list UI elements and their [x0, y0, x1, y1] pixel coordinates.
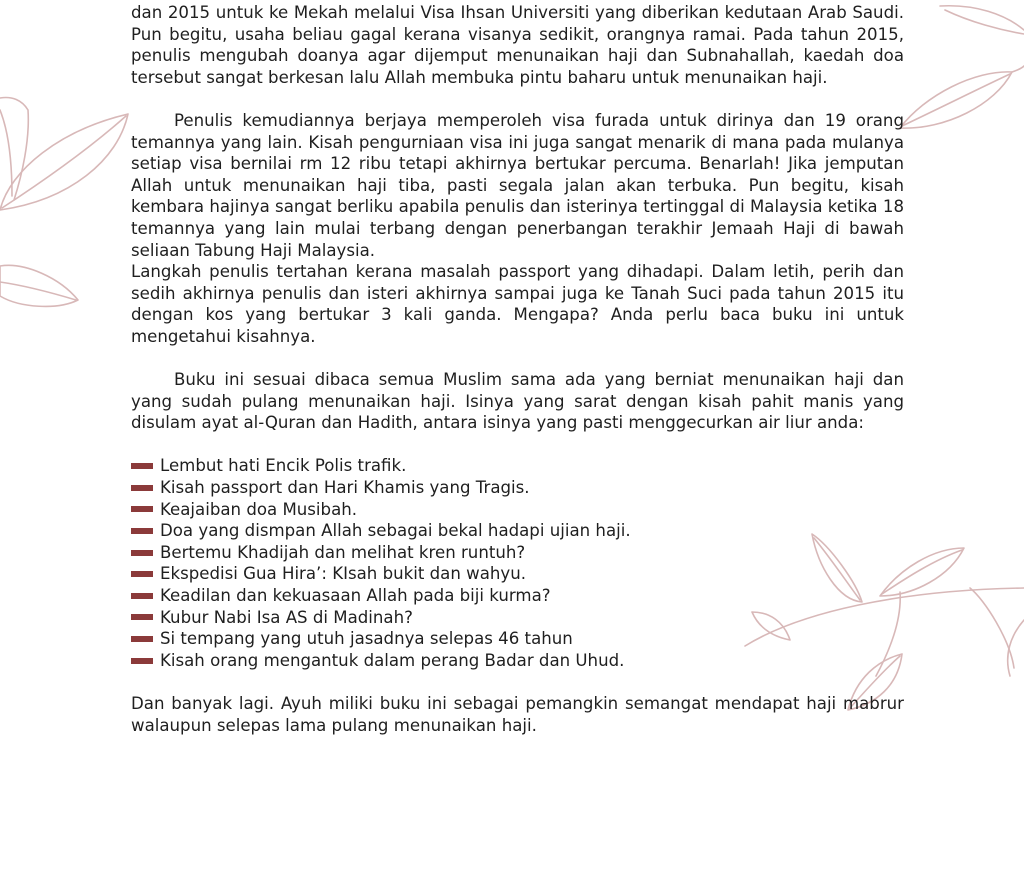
list-item [131, 563, 904, 585]
paragraph-visa-furada: Penulis kemudiannya berjaya memperoleh visa furada untuk dirinya dan 19 orang temannya yang lain. Kisah pengurniaan visa ini juga sangat menarik di mana pada mulanya setiap visa bernilai rm 12 ribu tetapi akhirnya bertukar percuma. Benarlah! Jika jemputan Allah untuk menunaikan haji tiba, pasti segala jalan akan terbuka. Pun begitu, kisah kembara hajinya sangat berliku apabila penulis dan isterinya tertinggal di Malaysia ketika 18 temannya yang lain mulai terbang dengan penerbangan terakhir Jemaah Haji di bawah seliaan Tabung Haji Malaysia. [131, 110, 904, 260]
paragraph-passport-problem: Langkah penulis tertahan kerana masalah passport yang dihadapi. Dalam letih, perih dan sedih akhirnya penulis dan isteri akhirnya sampai juga ke Tanah Suci pada tahun 2015 itu dengan kos yang bertukar 3 kali ganda. Mengapa? Anda perlu baca buku ini untuk mengetahui kisahnya. [131, 262, 904, 346]
leaf-outline-icon [0, 265, 78, 306]
bullet-bar-icon [131, 485, 153, 491]
leaf-outline-icon [0, 114, 128, 210]
list-item-text: Keadilan dan kekuasaan Allah pada biji kurma? [160, 586, 551, 606]
list-item [131, 520, 904, 542]
paragraph-closing: Dan banyak lagi. Ayuh miliki buku ini sebagai pemangkin semangat mendapat haji mabrur walaupun selepas lama pulang menunaikan haji. [131, 694, 904, 735]
list-item [131, 607, 904, 629]
list-item-text: Bertemu Khadijah dan melihat kren runtuh? [160, 542, 526, 562]
list-item-text: Kubur Nabi Isa AS di Madinah? [160, 607, 413, 627]
list-item [131, 585, 904, 607]
highlights-list [131, 455, 904, 671]
list-item [131, 650, 904, 672]
bullet-bar-icon [131, 636, 153, 642]
list-item [131, 499, 904, 521]
list-item-text: Lembut hati Encik Polis trafik. [160, 456, 407, 476]
leaf-outline-icon [900, 66, 1024, 128]
bullet-bar-icon [131, 614, 153, 620]
list-item [131, 455, 904, 477]
paragraph-book-summary: Buku ini sesuai dibaca semua Muslim sama ada yang berniat menunaikan haji dan yang sudah pulang menunaikan haji. Isinya yang sarat dengan kisah pahit manis yang disulam ayat al-Quran dan Hadith, antara isinya yang pasti menggecurkan air liur anda: [131, 370, 904, 433]
list-item [131, 628, 904, 650]
paragraph-visa-ihsan: dan 2015 untuk ke Mekah melalui Visa Ihsan Universiti yang diberikan kedutaan Arab Saudi. Pun begitu, usaha beliau gagal kerana visanya sedikit, orangnya ramai. Pada tahun 2015, penulis mengubah doanya agar dijemput menunaikan haji dan Subnahallah, kaedah doa tersebut sangat berkesan lalu Allah membuka pintu baharu untuk menunaikan haji. [131, 3, 904, 87]
list-item [131, 542, 904, 564]
bullet-bar-icon [131, 571, 153, 577]
list-item-text: Ekspedisi Gua Hira’: KIsah bukit dan wahyu. [160, 564, 526, 584]
bullet-bar-icon [131, 550, 153, 556]
bullet-bar-icon [131, 658, 153, 664]
bullet-bar-icon [131, 463, 153, 469]
bullet-bar-icon [131, 528, 153, 534]
list-item-text: Doa yang dismpan Allah sebagai bekal hadapi ujian haji. [160, 521, 631, 541]
list-item-text: Kisah orang mengantuk dalam perang Badar dan Uhud. [160, 650, 625, 670]
list-item [131, 477, 904, 499]
list-item-text: Kisah passport dan Hari Khamis yang Tragis. [160, 478, 530, 498]
bullet-bar-icon [131, 506, 153, 512]
leaf-outline-icon [0, 98, 28, 201]
list-item-text: Keajaiban doa Musibah. [160, 499, 358, 519]
leaf-outline-icon [940, 6, 1024, 34]
article-body [131, 2, 904, 736]
bullet-bar-icon [131, 593, 153, 599]
list-item-text: Si tempang yang utuh jasadnya selepas 46 tahun [160, 629, 573, 649]
